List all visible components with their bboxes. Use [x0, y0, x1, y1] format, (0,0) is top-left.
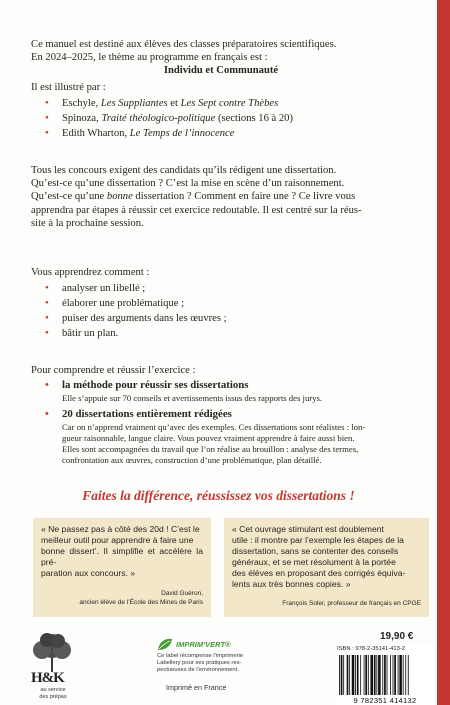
barcode-bar: [357, 655, 359, 695]
barcode-bar: [339, 655, 340, 695]
publisher-name: H&K: [31, 670, 64, 686]
isbn-text: ISBN : 978-2-35141-413-2: [337, 646, 405, 652]
barcode-bar: [343, 655, 344, 695]
tree-icon: [29, 632, 75, 672]
method-title: la méthode pour réussir ses dissertations: [62, 379, 249, 391]
learn-list: [45, 281, 227, 341]
quote-author: David Guéron, ancien élève de l’École des Mines de Paris: [79, 590, 203, 606]
barcode-bar: [393, 655, 394, 695]
barcode-bar: [394, 655, 396, 695]
exercise-heading: Pour comprendre et réussir l’exercice :: [31, 365, 196, 376]
bullet-icon: •: [45, 297, 49, 309]
barcode-bar: [365, 655, 367, 695]
bullet-icon: •: [45, 282, 49, 294]
barcode-bar: [352, 655, 355, 695]
bullet-icon: •: [45, 327, 49, 339]
bullet-icon: •: [45, 312, 49, 324]
dissertation-paragraph: Tous les concours exigent des candidats qu’ils rédigent une dissertation. Qu’est-ce qu’une dissertation ? C’est la mise en scène d’un raisonnement. Qu’est-ce qu’une bonne dissertation ? Comment en faire une ? Ce livre vous apprendra par étapes à réussir cet exercice redoutable. Il est centré sur la réus- site à la prochaine session.: [31, 165, 362, 229]
barcode-bar: [368, 655, 369, 695]
quote-text: « Cet ouvrage stimulant est doublement utile : il montre par l’exemple les étapes de la dissertation, sans se contenter des conseils généraux, et se met résolument à la portée des élèves en proposant des corrigés équiva- lents aux très bonnes copies. »: [232, 524, 406, 589]
barcode-digits: 9 782351 414132: [353, 696, 417, 705]
learn-item: • analyser un libellé ;: [45, 282, 146, 294]
bullet-icon: •: [45, 127, 49, 139]
barcode-bar: [376, 655, 377, 695]
bullet-icon: •: [45, 408, 49, 420]
illustrated-by: Il est illustré par :: [31, 82, 106, 93]
barcode-bar: [347, 655, 349, 695]
printed-in: Imprimé en France: [166, 683, 227, 692]
bullet-icon: •: [45, 97, 49, 109]
red-side-band: [437, 0, 450, 705]
dissertations-title: 20 dissertations entièrement rédigées: [62, 408, 232, 420]
barcode-icon: [339, 655, 431, 697]
quote-box-right: [224, 518, 429, 617]
barcode-bar: [398, 655, 399, 695]
imprimvert-title: IMPRIM’VERT®: [176, 640, 231, 649]
work-item: • Eschyle, Les Suppliantes et Les Sept contre Thèbes: [45, 97, 279, 109]
dissertations-desc: Car on n’apprend vraiment qu’avec des exemples. Ces dissertations sont réalistes : lon- gueur raisonnable, langue claire. Vous pouvez vraiment apprendre à faire aussi bien. Elles sont accompagnées du travail que l’on réalise au brouillon : analyse des termes, confrontation aux œuvres, construction d’une problématique, plan détaillé.: [62, 422, 366, 465]
price: 19,90 €: [380, 631, 414, 642]
learn-item: • élaborer une problématique ;: [45, 297, 185, 309]
bullet-icon: •: [45, 112, 49, 124]
quote-box-left: [33, 518, 211, 617]
leaf-icon: [157, 638, 173, 651]
barcode-bar: [370, 655, 373, 695]
method-desc: Elle s’appuie sur 70 conseils et avertissements issus des rapports des jurys.: [62, 393, 323, 403]
quote-text: « Ne passez pas à côté des 20d ! C’est le meilleur outil pour apprendre à faire une bonne dissert’. Il simplifie et accélère la pré- paration aux concours. »: [41, 524, 203, 578]
learn-heading: Vous apprendrez comment :: [31, 267, 150, 278]
works-list: [45, 96, 293, 141]
learn-item: • bâtir un plan.: [45, 327, 119, 339]
barcode-bar: [374, 655, 376, 695]
barcode-block: [335, 645, 435, 705]
barcode-bar: [341, 655, 343, 695]
barcode-bar: [408, 655, 409, 695]
barcode-bar: [355, 655, 356, 695]
barcode-bar: [403, 655, 404, 695]
barcode-bar: [378, 655, 381, 695]
barcode-bar: [384, 655, 386, 695]
slogan-banner: Faites la différence, réussissez vos dissertations !: [82, 488, 355, 503]
barcode-bar: [405, 655, 406, 695]
barcode-bar: [390, 655, 391, 695]
barcode-bar: [387, 655, 388, 695]
work-item: • Spinoza, Traité théologico-politique (sections 16 à 20): [45, 112, 293, 124]
work-item: • Edith Wharton, Le Temps de l’innocence: [45, 127, 235, 139]
intro-line-1: Ce manuel est destiné aux élèves des classes préparatoires scientifiques.: [31, 39, 337, 50]
imprimvert-text: Ce label récompense l’imprimerie Labellery pour ses pratiques res- pectueuses de l’environnement.: [157, 653, 244, 673]
barcode-bar: [399, 655, 402, 695]
barcode-bar: [360, 655, 361, 695]
barcode-bar: [349, 655, 350, 695]
publisher-tagline: au service des prépas: [39, 687, 67, 700]
dissertations-block: [45, 407, 425, 466]
quote-author: François Soler, professeur de français en CPGE: [282, 600, 421, 607]
method-block: [45, 378, 425, 404]
learn-item: • puiser des arguments dans les œuvres ;: [45, 312, 227, 324]
program-theme: Individu et Communauté: [163, 65, 279, 76]
imprimvert-label: [157, 638, 277, 674]
intro-line-2: En 2024–2025, le thème au programme en français est :: [31, 52, 268, 63]
barcode-bar: [364, 655, 365, 695]
bullet-icon: •: [45, 379, 49, 391]
publisher-logo: [25, 632, 80, 702]
barcode-bar: [382, 655, 383, 695]
